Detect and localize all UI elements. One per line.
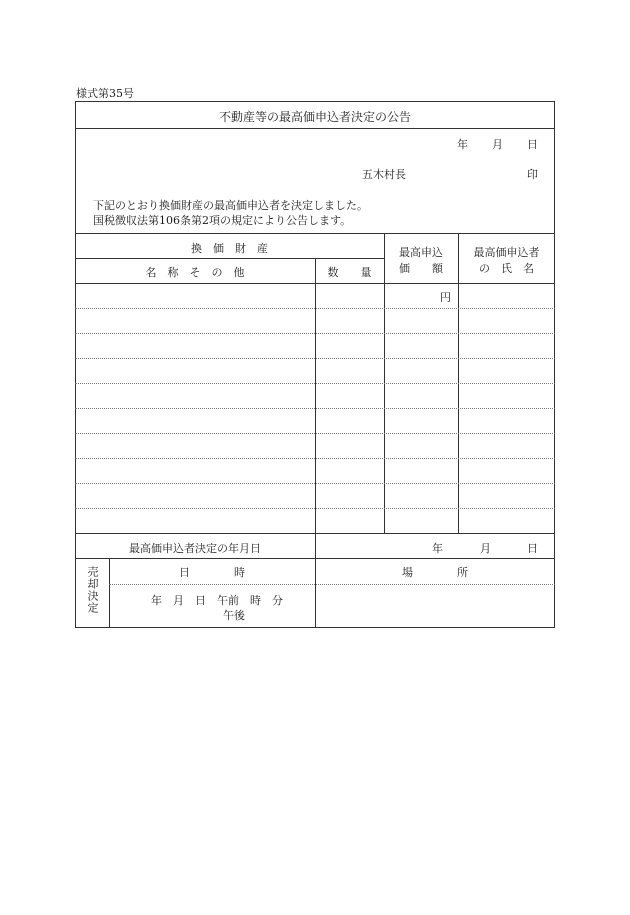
row-line xyxy=(75,308,555,309)
decision-day: 日 xyxy=(527,542,538,555)
decision-month: 月 xyxy=(480,542,491,555)
yen-unit: 円 xyxy=(440,291,451,304)
row-line xyxy=(75,458,555,459)
header-name-etc: 名 称 そ の 他 xyxy=(145,266,245,279)
sale-side-label: 売却決定 xyxy=(86,566,99,614)
date-year: 年 xyxy=(457,138,468,151)
col-divider-quantity xyxy=(315,258,316,533)
form-number: 様式第35号 xyxy=(76,87,134,100)
table-top-border xyxy=(75,233,555,234)
seal-mark: 印 xyxy=(527,168,538,181)
header-group-divider xyxy=(75,258,384,259)
header-bidder-line-2: の 氏 名 xyxy=(479,262,534,275)
header-property-group: 換 価 財 産 xyxy=(191,242,268,255)
row-line xyxy=(75,358,555,359)
header-bottom-border xyxy=(75,283,555,284)
header-price-line-1: 最高申込 xyxy=(399,246,443,259)
decision-date-label: 最高価申込者決定の年月日 xyxy=(129,542,261,555)
sale-place-header: 場 所 xyxy=(402,566,468,579)
date-month: 月 xyxy=(492,138,503,151)
row-line xyxy=(75,383,555,384)
title-divider xyxy=(75,128,555,129)
header-quantity: 数 量 xyxy=(327,266,372,279)
sale-datetime-line-1: 年 月 日 午前 時 分 xyxy=(151,594,283,607)
decision-row-bottom xyxy=(75,558,555,559)
page-title: 不動産等の最高価申込者決定の公告 xyxy=(218,110,411,124)
row-line xyxy=(75,483,555,484)
row-line xyxy=(75,433,555,434)
row-line xyxy=(75,333,555,334)
row-line xyxy=(75,508,555,509)
body-text-line-2: 国税徴収法第106条第2項の規定により公告します。 xyxy=(93,214,352,227)
body-text-line-1: 下記のとおり換価財産の最高価申込者を決定しました。 xyxy=(93,199,368,212)
row-line xyxy=(75,408,555,409)
sale-datetime-line-2: 午後 xyxy=(223,609,245,622)
header-bidder-line-1: 最高価申込者 xyxy=(473,246,540,259)
header-price-line-2: 価 額 xyxy=(399,262,443,275)
decision-row-divider xyxy=(315,533,316,628)
mayor-name: 五木村長 xyxy=(362,168,406,181)
decision-year: 年 xyxy=(432,542,443,555)
sale-header-divider xyxy=(109,584,555,585)
sale-datetime-header: 日 時 xyxy=(179,566,245,579)
date-day: 日 xyxy=(527,138,538,151)
